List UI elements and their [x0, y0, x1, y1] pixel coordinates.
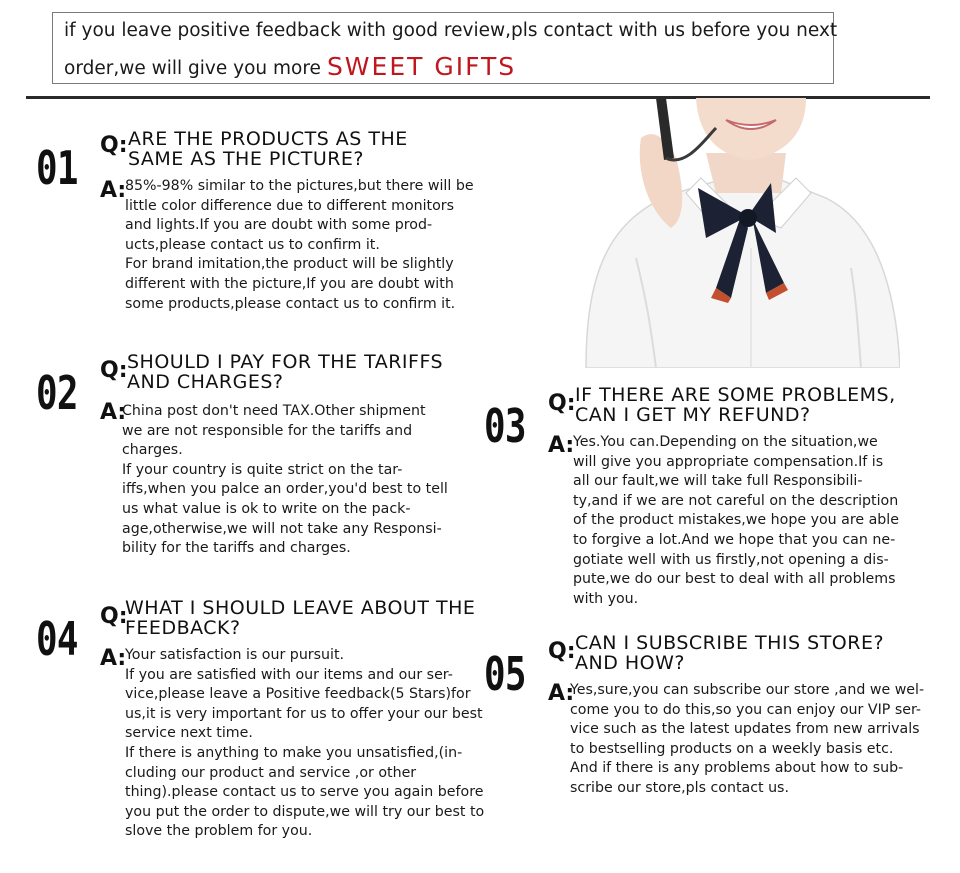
- answer-marker: A:: [548, 433, 575, 458]
- answer-line: little color difference due to different monitors: [125, 197, 455, 214]
- question-line: FEEDBACK?: [125, 617, 241, 639]
- faq-number: 03: [484, 399, 526, 453]
- sweet-gifts-highlight: SWEET GIFTS: [326, 52, 517, 81]
- answer-line: age,otherwise,we will not take any Responsi-: [122, 520, 442, 537]
- answer-line: Your satisfaction is our pursuit.: [125, 647, 345, 663]
- answer-line: bility for the tariffs and charges.: [122, 540, 351, 557]
- answer-line: scribe our store,pls contact us.: [570, 779, 789, 796]
- answer-marker: A:: [548, 681, 575, 706]
- answer-line: For brand imitation,the product will be slightly: [125, 256, 454, 273]
- notice-line-1: if you leave positive feedback with good review,pls contact with us before you next: [64, 20, 838, 41]
- question-line: IF THERE ARE SOME PROBLEMS,: [575, 384, 896, 406]
- faq-number: 02: [36, 366, 78, 420]
- answer-line: ty,and if we are not careful on the description: [573, 492, 899, 509]
- faq-number: 01: [36, 141, 78, 195]
- answer-line: vice such as the latest updates from new arrivals: [570, 721, 920, 738]
- question-line: WHAT I SHOULD LEAVE ABOUT THE: [125, 597, 476, 619]
- answer-line: vice,please leave a Positive feedback(5 Stars)for: [125, 686, 471, 703]
- answer-line: And if there is any problems about how to sub-: [570, 760, 904, 777]
- answer-marker: A:: [100, 400, 127, 425]
- faq-answer: [122, 402, 448, 559]
- answer-line: charges.: [122, 442, 183, 459]
- question-line: SHOULD I PAY FOR THE TARIFFS: [127, 351, 444, 373]
- answer-line: some products,please contact us to confirm it.: [125, 295, 456, 312]
- gift-notice-box: [52, 12, 838, 84]
- answer-line: If your country is quite strict on the tar-: [122, 461, 403, 478]
- customer-service-woman-with-headset-icon: [566, 98, 900, 368]
- faq-question: [575, 633, 884, 673]
- answer-line: of the product mistakes,we hope you are able: [573, 512, 899, 529]
- notice-line-2: [64, 51, 516, 80]
- answer-line: slove the problem for you.: [125, 823, 313, 840]
- answer-line: us,it is very important for us to offer your our best: [125, 705, 483, 722]
- question-line: SAME AS THE PICTURE?: [128, 148, 365, 170]
- question-marker: Q:: [100, 358, 128, 383]
- answer-line: to forgive a lot.And we hope that you can ne-: [573, 531, 896, 548]
- faq-question: [127, 352, 443, 392]
- answer-line: to bestselling products on a weekly basis etc.: [570, 740, 894, 757]
- faq-answer: [570, 681, 924, 799]
- faq-number: 04: [36, 612, 78, 666]
- answer-line: cluding our product and service ,or other: [125, 764, 417, 781]
- answer-line: will give you appropriate compensation.If is: [573, 453, 884, 470]
- answer-line: China post don't need TAX.Other shipment: [122, 403, 426, 419]
- answer-marker: A:: [100, 646, 127, 671]
- answer-line: and lights.If you are doubt with some prod-: [125, 217, 433, 234]
- faq-question: [128, 129, 408, 169]
- answer-line: iffs,when you palce an order,you'd best to tell: [122, 481, 448, 498]
- faq-question: [575, 385, 896, 425]
- faq-answer: [573, 433, 899, 609]
- answer-line: 85%-98% similar to the pictures,but there will be: [125, 178, 474, 194]
- answer-line: If there is anything to make you unsatisfied,(in-: [125, 744, 463, 761]
- question-marker: Q:: [100, 604, 128, 629]
- answer-line: come you to do this,so you can enjoy our VIP ser-: [570, 701, 922, 718]
- faq-number: 05: [484, 647, 526, 701]
- answer-line: different with the picture,If you are doubt with: [125, 275, 454, 292]
- question-marker: Q:: [548, 391, 576, 416]
- answer-line: Yes,sure,you can subscribe our store ,and we wel-: [570, 682, 925, 698]
- answer-line: with you.: [573, 590, 639, 607]
- answer-line: all our fault,we will take full Responsibili-: [573, 473, 863, 490]
- answer-line: Yes.You can.Depending on the situation,we: [573, 434, 878, 450]
- question-line: AND CHARGES?: [127, 371, 284, 393]
- faq-answer: [125, 177, 474, 314]
- answer-line: If you are satisfied with our items and our ser-: [125, 666, 453, 683]
- answer-marker: A:: [100, 178, 127, 203]
- question-marker: Q:: [548, 639, 576, 664]
- answer-line: ucts,please contact us to confirm it.: [125, 236, 380, 253]
- question-line: CAN I GET MY REFUND?: [575, 404, 811, 426]
- question-line: CAN I SUBSCRIBE THIS STORE?: [575, 632, 885, 654]
- question-line: AND HOW?: [575, 652, 685, 674]
- answer-line: pute,we do our best to deal with all problems: [573, 571, 896, 588]
- answer-line: service next time.: [125, 725, 253, 742]
- answer-line: us what value is ok to write on the pack-: [122, 500, 411, 517]
- answer-line: you put the order to dispute,we will try our best to: [125, 803, 485, 820]
- answer-line: we are not responsible for the tariffs and: [122, 422, 413, 439]
- question-marker: Q:: [100, 133, 128, 158]
- faq-question: [125, 598, 475, 638]
- question-line: ARE THE PRODUCTS AS THE: [128, 128, 408, 150]
- answer-line: thing).please contact us to serve you again before: [125, 784, 484, 801]
- answer-line: gotiate well with us firstly,not opening a dis-: [573, 551, 889, 568]
- notice-line-2-text: order,we will give you more: [64, 58, 321, 79]
- faq-answer: [125, 646, 484, 842]
